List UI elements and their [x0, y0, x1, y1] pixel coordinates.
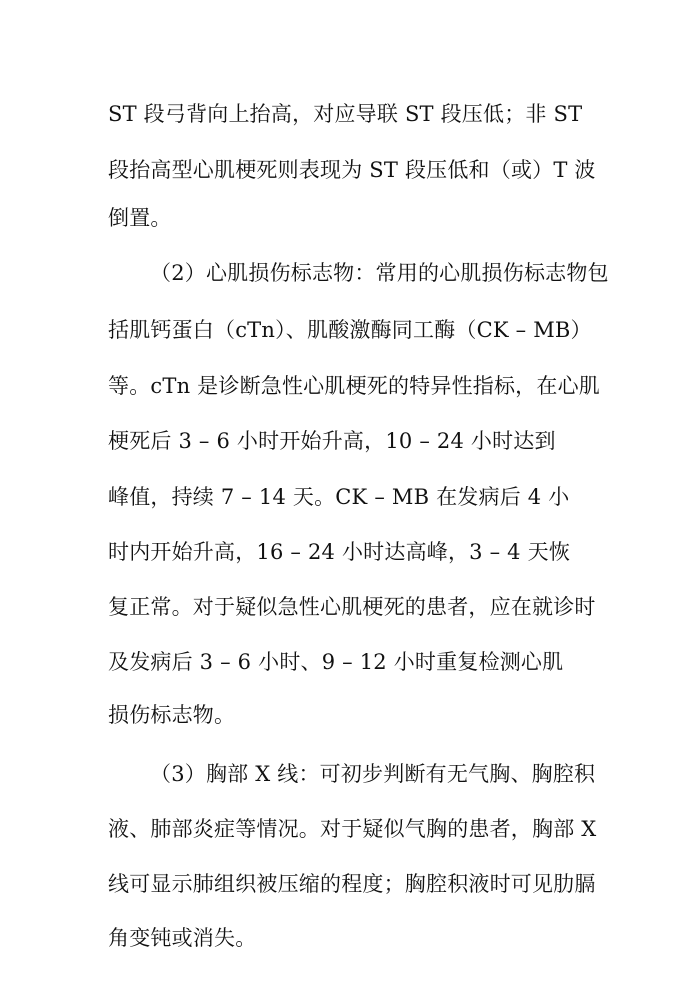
paragraph-line: 液、肺部炎症等情况。对于疑似气胸的患者，胸部 X: [108, 817, 597, 841]
paragraph-line: 梗死后 3 – 6 小时开始升高，10 – 24 小时达到: [108, 429, 556, 453]
paragraph-line: 段抬高型心肌梗死则表现为 ST 段压低和（或）T 波: [108, 158, 596, 182]
paragraph-line: （2）心肌损伤标志物：常用的心肌损伤标志物包: [150, 261, 609, 285]
paragraph-line: 等。cTn 是诊断急性心肌梗死的特异性指标，在心肌: [108, 374, 600, 398]
paragraph-line: 倒置。: [108, 206, 172, 230]
paragraph-line: （3）胸部 X 线：可初步判断有无气胸、胸腔积: [150, 762, 596, 786]
paragraph-line: 峰值，持续 7 – 14 天。CK – MB 在发病后 4 小: [108, 485, 570, 509]
paragraph-line: 损伤标志物。: [108, 703, 236, 727]
paragraph-line: ST 段弓背向上抬高，对应导联 ST 段压低；非 ST: [108, 102, 583, 126]
paragraph-line: 线可显示肺组织被压缩的程度；胸腔积液时可见肋膈: [108, 872, 596, 896]
paragraph-line: 时内开始升高，16 – 24 小时达高峰，3 – 4 天恢: [108, 540, 571, 564]
paragraph-line: 复正常。对于疑似急性心肌梗死的患者，应在就诊时: [108, 595, 596, 619]
paragraph-line: 括肌钙蛋白（cTn）、肌酸激酶同工酶（CK – MB）: [108, 318, 592, 342]
paragraph-line: 角变钝或消失。: [108, 926, 257, 950]
paragraph-line: 及发病后 3 – 6 小时、9 – 12 小时重复检测心肌: [108, 650, 564, 674]
